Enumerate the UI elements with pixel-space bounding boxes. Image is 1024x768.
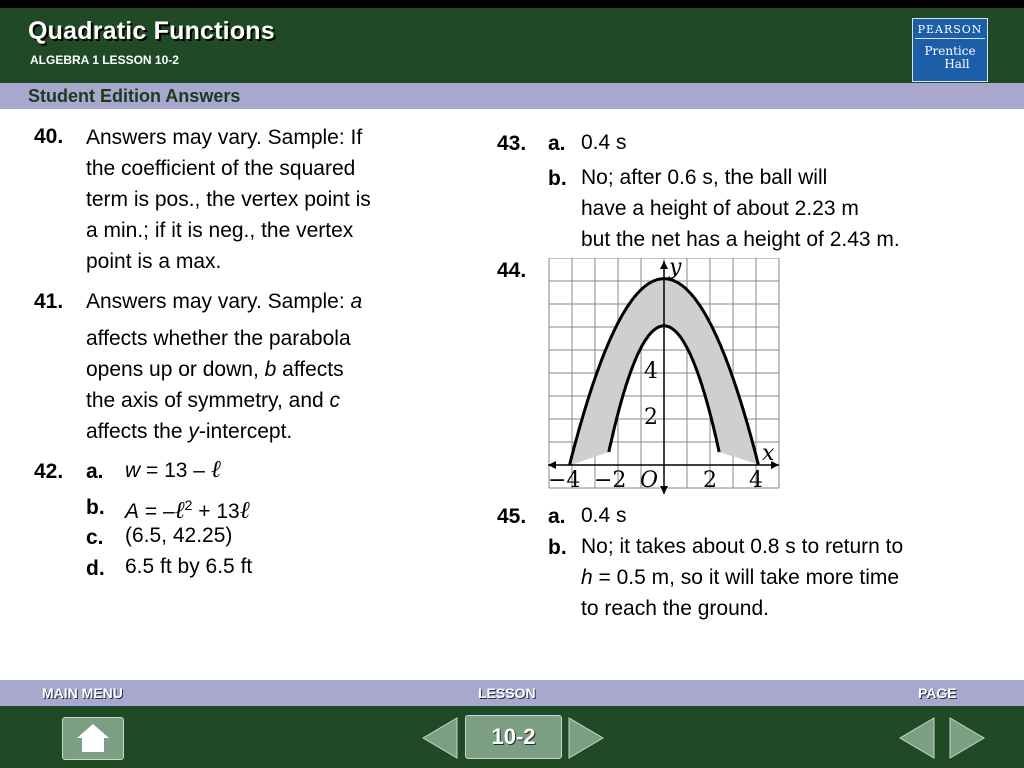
answers-content xyxy=(0,110,1024,680)
answer-41-number: 41. xyxy=(34,290,64,313)
answer-41-line: affects the xyxy=(86,420,189,443)
answer-43b-line: but the net has a height of 2.43 m. xyxy=(581,228,900,251)
lesson-next-button[interactable] xyxy=(567,716,605,760)
var-y: y xyxy=(188,420,199,443)
page-next-button[interactable] xyxy=(948,716,986,760)
answer-43b-line: No; after 0.6 s, the ball will xyxy=(581,166,828,189)
footer-band xyxy=(0,680,1024,706)
y-axis-arrow xyxy=(660,486,668,494)
lesson-label: LESSON xyxy=(478,685,536,701)
answer-45b-line: No; it takes about 0.8 s to return to xyxy=(581,535,904,558)
main-menu-label: MAIN MENU xyxy=(42,685,123,701)
answer-42c-label: c. xyxy=(86,526,104,549)
x-tick-label: 2 xyxy=(703,468,717,493)
answer-45a-text: 0.4 s xyxy=(581,504,627,527)
answer-44-number: 44. xyxy=(497,259,527,282)
logo-prentice-text: Prentice xyxy=(924,44,976,58)
answer-43a-text: 0.4 s xyxy=(581,131,627,154)
answer-45b-label: b. xyxy=(548,536,567,559)
answer-42c-text: (6.5, 42.25) xyxy=(125,524,233,547)
answer-41-line: affects whether the parabola xyxy=(86,327,351,350)
answer-41-line: the axis of symmetry, and xyxy=(86,389,330,412)
top-strip xyxy=(0,0,1024,8)
page-label: PAGE xyxy=(918,685,957,701)
answer-42b-expr: = – xyxy=(139,500,175,523)
header-bar xyxy=(0,8,1024,83)
answer-41-text xyxy=(86,286,362,447)
y-axis-arrow xyxy=(660,261,668,269)
footer-bar xyxy=(0,706,1024,768)
home-icon xyxy=(63,718,123,759)
page-prev-button[interactable] xyxy=(898,716,936,760)
exponent: 2 xyxy=(184,497,193,513)
arrow-left-icon xyxy=(900,718,934,758)
lesson-subtitle: ALGEBRA 1 LESSON 10-2 xyxy=(30,53,179,67)
answer-43b-label: b. xyxy=(548,167,567,190)
ell-symbol: ℓ xyxy=(210,455,221,483)
answer-43b-text xyxy=(581,162,900,255)
parabola-graph xyxy=(548,258,784,494)
var-c: c xyxy=(329,389,341,412)
answer-42a-expr: = 13 – xyxy=(140,459,211,482)
x-axis-label: x xyxy=(762,441,775,466)
y-tick-label: 4 xyxy=(644,359,658,384)
answer-42-number: 42. xyxy=(34,460,64,483)
y-axis-label: y xyxy=(669,258,682,280)
answer-43b-line: have a height of about 2.23 m xyxy=(581,197,859,220)
answer-42b-expr: + 13 xyxy=(192,500,240,523)
answer-40-number: 40. xyxy=(34,125,64,148)
lesson-prev-button[interactable] xyxy=(421,716,459,760)
answer-42d-text: 6.5 ft by 6.5 ft xyxy=(125,555,253,578)
answer-40-text xyxy=(86,122,371,277)
answer-45a-label: a. xyxy=(548,505,566,528)
answer-43a-label: a. xyxy=(548,132,566,155)
answer-40-line: term is pos., the vertex point is xyxy=(86,188,371,211)
answer-45b-line: to reach the ground. xyxy=(581,597,769,620)
var-w: w xyxy=(125,459,141,482)
x-tick-label: 4 xyxy=(749,468,763,493)
page-title: Quadratic Functions xyxy=(28,17,275,45)
lesson-number: 10-2 xyxy=(491,724,536,749)
logo-hall-text: Hall xyxy=(944,57,970,71)
var-A: A xyxy=(125,500,140,523)
answer-41-line: affects xyxy=(276,358,344,381)
arrow-left-icon xyxy=(423,718,457,758)
main-menu-button[interactable] xyxy=(62,717,124,760)
arrow-right-icon xyxy=(950,718,984,758)
answer-40-line: point is a max. xyxy=(86,250,222,273)
answer-42a-label: a. xyxy=(86,460,104,483)
ell-symbol: ℓ xyxy=(174,496,185,524)
arrow-right-icon xyxy=(569,718,603,758)
answer-41-line: Answers may vary. Sample: xyxy=(86,290,351,313)
var-h: h xyxy=(581,566,593,589)
ell-symbol: ℓ xyxy=(239,496,250,524)
answer-45-number: 45. xyxy=(497,505,527,528)
answer-41-line: -intercept. xyxy=(198,420,293,443)
y-tick-label: 2 xyxy=(644,405,658,430)
answer-40-line: a min.; if it is neg., the vertex xyxy=(86,219,354,242)
answer-45b-line: = 0.5 m, so it will take more time xyxy=(592,566,900,589)
pearson-logo xyxy=(912,18,988,82)
var-b: b xyxy=(264,358,277,381)
answer-41-line: opens up or down, xyxy=(86,358,265,381)
answer-42a-text xyxy=(125,454,221,486)
var-a: a xyxy=(350,290,363,313)
lesson-number-button[interactable] xyxy=(465,715,562,759)
logo-pearson-text: PEARSON xyxy=(915,19,985,39)
answer-40-line: the coefficient of the squared xyxy=(86,157,356,180)
origin-label: O xyxy=(640,468,659,493)
answer-45b-text xyxy=(581,531,903,624)
section-label: Student Edition Answers xyxy=(28,86,241,106)
answer-43-number: 43. xyxy=(497,132,527,155)
x-tick-label: −4 xyxy=(548,468,581,493)
answer-42b-label: b. xyxy=(86,496,105,519)
answer-40-line: Answers may vary. Sample: If xyxy=(86,126,363,149)
answer-42d-label: d. xyxy=(86,557,105,580)
x-tick-label: −2 xyxy=(594,468,627,493)
section-band xyxy=(0,83,1024,109)
